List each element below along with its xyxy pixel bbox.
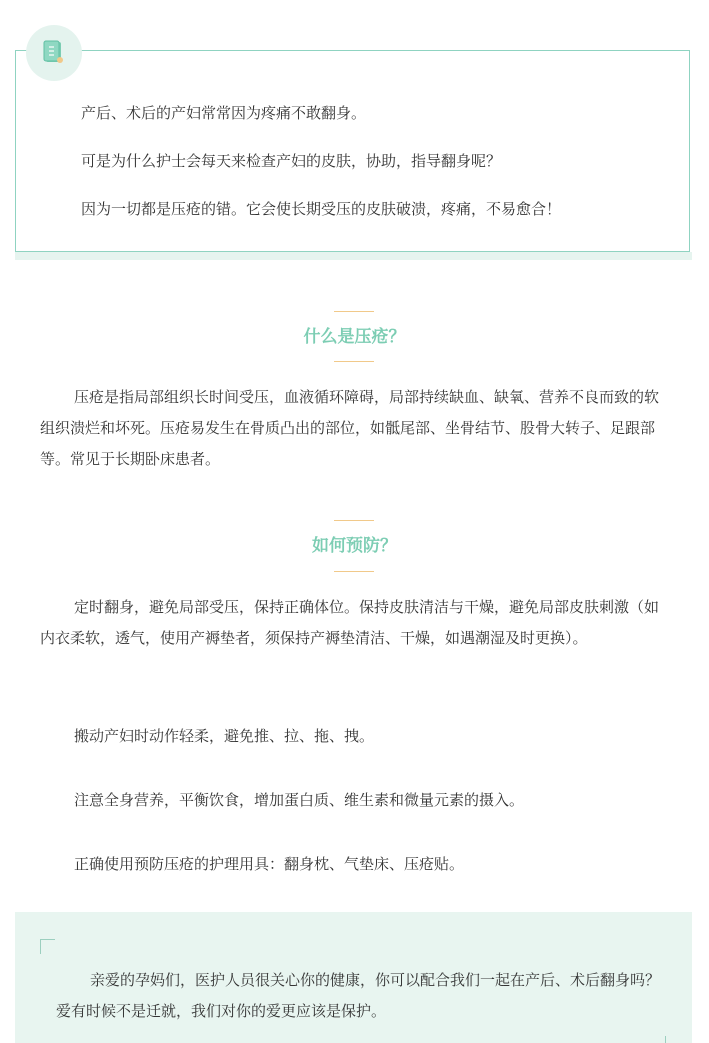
closing-text: 亲爱的孕妈们，医护人员很关心你的健康，你可以配合我们一起在产后、术后翻身吗？爱有时候不是迁就，我们对你的爱更应该是保护。 — [56, 971, 661, 1020]
section1-rule-bottom — [334, 361, 374, 362]
closing-quote-corner-mark-end — [665, 1036, 666, 1043]
section2-rule-top — [334, 520, 374, 521]
intro-box-shadow — [15, 252, 692, 260]
prevention-paragraph-2: 搬动产妇时动作轻柔，避免推、拉、拖、拽。 — [74, 727, 375, 745]
prevention-paragraph-3: 注意全身营养，平衡饮食，增加蛋白质、维生素和微量元素的摄入。 — [74, 791, 525, 809]
intro-line-2: 可是为什么护士会每天来检查产妇的皮肤，协助，指导翻身呢？ — [81, 152, 502, 170]
closing-quote-corner-mark — [40, 939, 55, 954]
intro-badge — [26, 25, 82, 81]
section1-title: 什么是压疮？ — [303, 327, 406, 347]
section2-title: 如何预防？ — [312, 536, 397, 556]
intro-line-1: 产后、术后的产妇常常因为疼痛不敢翻身。 — [81, 104, 367, 122]
section1-body: 压疮是指局部组织长时间受压，血液循环障碍，局部持续缺血、缺氧、营养不良而致的软组织溃烂和坏死。压疮易发生在骨质凸出的部位，如骶尾部、坐骨结节、股骨大转子、足跟部等。常见于长期卧床患者。 — [40, 388, 660, 468]
scroll-document-icon — [42, 39, 66, 65]
intro-line-3: 因为一切都是压疮的错。它会使长期受压的皮肤破溃，疼痛，不易愈合！ — [81, 200, 562, 218]
section2-rule-bottom — [334, 571, 374, 572]
section1-rule-top — [334, 311, 374, 312]
prevention-paragraph-1: 定时翻身，避免局部受压，保持正确体位。保持皮肤清洁与干燥，避免局部皮肤刺激（如内衣柔软，透气，使用产褥垫者，须保持产褥垫清洁、干燥，如遇潮湿及时更换）。 — [40, 598, 660, 647]
prevention-paragraph-4: 正确使用预防压疮的护理用具：翻身枕、气垫床、压疮贴。 — [74, 855, 465, 873]
